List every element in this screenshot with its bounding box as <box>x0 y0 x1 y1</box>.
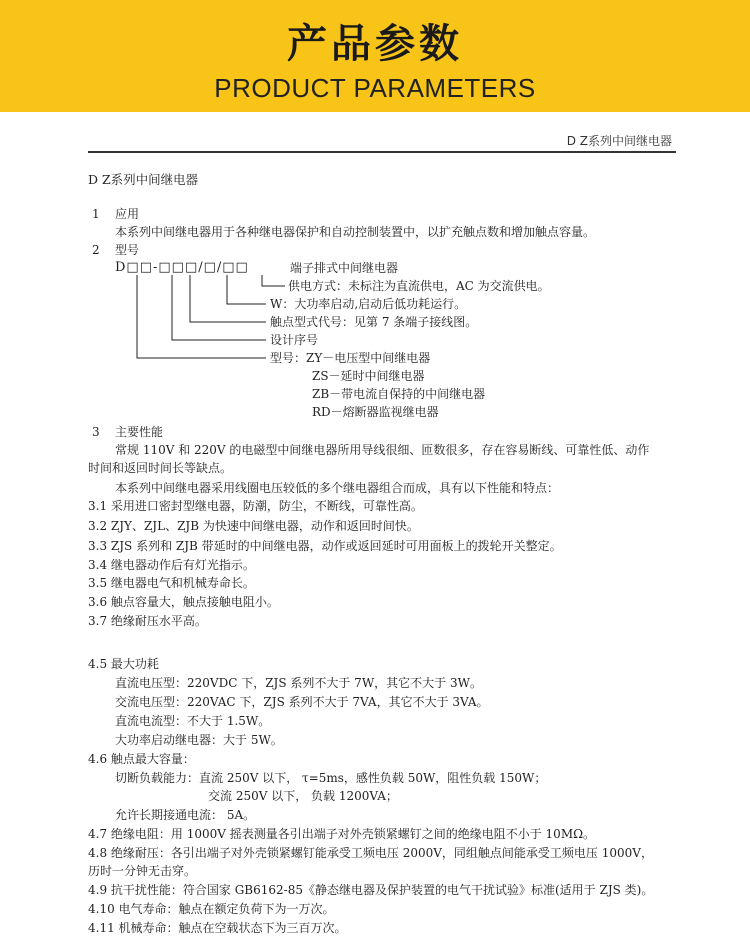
section-3-title: 主要性能 <box>115 425 164 439</box>
section-4-6-title: 4.6 触点最大容量： <box>88 752 195 766</box>
list-item-3-7: 3.7 绝缘耐压水平高。 <box>88 614 207 628</box>
note-model-rd: RD－熔断器监视继电器 <box>312 405 439 419</box>
section-4-8a: 4.8 绝缘耐压：各引出端子对外壳锁紧螺钉能承受工频电压 2000V，同组触点间能承受工频电压 1000V， <box>88 846 653 860</box>
note-power-supply: 供电方式：未标注为直流供电，AC 为交流供电。 <box>288 279 550 293</box>
note-design-no: 设计序号 <box>270 333 319 347</box>
section-2-number: 2 <box>92 243 100 257</box>
capacity-cut-ac: 交流 250V 以下， 负载 1200VA； <box>208 789 398 803</box>
bracket-design <box>172 275 266 340</box>
power-dc-current: 直流电流型：不大于 1.5W。 <box>115 714 271 728</box>
section-3-para2: 本系列中间继电器采用线圈电压较低的多个继电器组合而成，具有以下性能和特点： <box>115 481 560 495</box>
note-model-zs: ZS－延时中间继电器 <box>312 369 425 383</box>
power-high-power: 大功率启动继电器：大于 5W。 <box>115 733 283 747</box>
power-ac-voltage: 交流电压型：220VAC 下，ZJS 系列不大于 7VA，其它不大于 3VA。 <box>115 695 489 709</box>
section-2-title: 型号 <box>115 243 140 257</box>
bracket-w <box>227 275 266 304</box>
section-4-7: 4.7 绝缘电阻：用 1000V 摇表测量各引出端子对外壳锁紧螺钉之间的绝缘电阻不小于 10MΩ。 <box>88 827 596 841</box>
list-item-3-5: 3.5 继电器电气和机械寿命长。 <box>88 576 255 590</box>
note-contact-type: 触点型式代号：见第 7 条端子接线图。 <box>270 315 478 329</box>
bracket-contact <box>190 275 266 322</box>
bracket-power <box>262 275 285 286</box>
section-3-para1a: 常规 110V 和 220V 的电磁型中间继电器所用导线很细、匝数很多，存在容易断线、可靠性低、动作 <box>115 443 650 457</box>
section-1-text: 本系列中间继电器用于各种继电器保护和自动控制装置中，以扩充触点数和增加触点容量。 <box>115 225 596 239</box>
list-item-3-1: 3.1 采用进口密封型继电器，防潮，防尘，不断线，可靠性高。 <box>88 499 423 513</box>
banner-title-en: PRODUCT PARAMETERS <box>214 73 536 103</box>
capacity-cut-dc: 切断负载能力：直流 250V 以下， τ=5ms，感性负载 50W，阻性负载 150W； <box>115 771 547 785</box>
list-item-3-6: 3.6 触点容量大，触点接触电阻小。 <box>88 595 279 609</box>
section-3-number: 3 <box>92 425 100 439</box>
section-1-title: 应用 <box>115 207 140 221</box>
list-item-3-4: 3.4 继电器动作后有灯光指示。 <box>88 558 255 572</box>
note-high-power: W：大功率启动,启动后低功耗运行。 <box>270 297 467 311</box>
note-model-zy: 型号：ZY－电压型中间继电器 <box>270 351 431 365</box>
bracket-type <box>137 275 266 358</box>
section-4-11: 4.11 机械寿命：触点在空载状态下为三百万次。 <box>88 921 347 935</box>
model-code-desc: 端子排式中间继电器 <box>290 261 399 275</box>
model-code: D□□-□□□/□/□□ <box>115 260 249 275</box>
power-dc-voltage: 直流电压型：220VDC 下，ZJS 系列不大于 7W，其它不大于 3W。 <box>115 676 482 690</box>
section-1-number: 1 <box>92 207 100 221</box>
section-4-9: 4.9 抗干扰性能：符合国家 GB6162-85《静态继电器及保护装置的电气干扰试验》标准(适用于 ZJS 类)。 <box>88 883 654 897</box>
section-4-5-title: 4.5 最大功耗 <box>88 657 159 671</box>
document-title: D Z系列中间继电器 <box>88 172 199 187</box>
note-model-zb: ZB－带电流自保持的中间继电器 <box>312 387 486 401</box>
banner-title-cn: 产品参数 <box>287 21 463 67</box>
section-4-8b: 历时一分钟无击穿。 <box>88 864 197 878</box>
page-header-title: D Z系列中间继电器 <box>566 134 672 148</box>
section-4-10: 4.10 电气寿命：触点在额定负荷下为一万次。 <box>88 902 335 916</box>
section-3-para1b: 时间和返回时间长等缺点。 <box>88 461 233 475</box>
list-item-3-3: 3.3 ZJS 系列和 ZJB 带延时的中间继电器，动作或返回延时可用面板上的拨轮开关整定。 <box>88 539 562 553</box>
list-item-3-2: 3.2 ZJY、ZJL、ZJB 为快速中间继电器，动作和返回时间快。 <box>88 519 419 533</box>
capacity-continuous: 允许长期接通电流： 5A。 <box>115 808 256 822</box>
